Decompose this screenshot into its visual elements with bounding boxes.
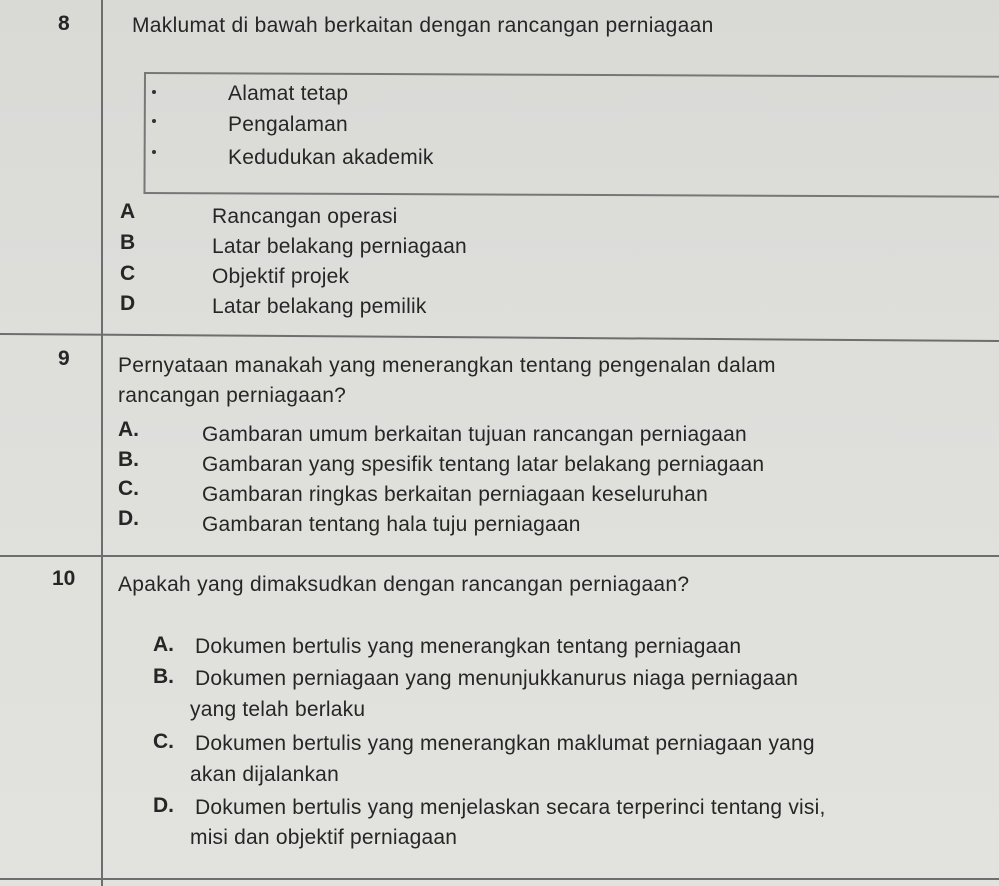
option-letter: B	[120, 231, 136, 254]
question-number: 8	[58, 12, 70, 35]
info-item: Kedudukan akademik	[228, 146, 434, 169]
option-text: Dokumen bertulis yang menerangkan maklumat perniagaan yang	[195, 732, 815, 755]
option-text-continued: akan dijalankan	[190, 763, 339, 786]
option-text: Latar belakang pemilik	[212, 295, 427, 318]
option-letter: A	[120, 200, 136, 223]
option-letter: D.	[153, 794, 174, 817]
row-divider	[0, 555, 999, 557]
question-text: Maklumat di bawah berkaitan dengan rancangan perniagaan	[132, 14, 714, 37]
bullet-icon	[152, 90, 156, 94]
question-text: rancangan perniagaan?	[118, 384, 347, 407]
option-text: Dokumen bertulis yang menjelaskan secara terperinci tentang visi,	[195, 796, 826, 819]
option-text: Gambaran tentang hala tuju perniagaan	[202, 513, 581, 536]
info-item: Alamat tetap	[228, 82, 349, 105]
question-number: 10	[52, 567, 76, 590]
option-text: Latar belakang perniagaan	[212, 235, 467, 258]
question-text: Pernyataan manakah yang menerangkan tentang pengenalan dalam	[118, 354, 776, 377]
question-text: Apakah yang dimaksudkan dengan rancangan perniagaan?	[118, 573, 690, 596]
option-letter: B.	[118, 448, 139, 471]
info-item: Pengalaman	[228, 113, 348, 136]
question-number: 9	[58, 347, 70, 370]
option-letter: C	[120, 262, 136, 285]
option-letter: B.	[153, 665, 174, 688]
option-text-continued: yang telah berlaku	[190, 698, 366, 721]
row-divider	[0, 878, 999, 880]
option-text: Gambaran ringkas berkaitan perniagaan keseluruhan	[202, 483, 708, 506]
option-text: Dokumen perniagaan yang menunjukkanurus niaga perniagaan	[195, 667, 799, 690]
option-letter: C.	[153, 730, 174, 753]
option-text: Gambaran umum berkaitan tujuan rancangan perniagaan	[202, 423, 747, 446]
option-text-continued: misi dan objektif perniagaan	[190, 826, 458, 849]
option-letter: A.	[118, 418, 139, 441]
option-text: Rancangan operasi	[212, 205, 398, 228]
bullet-icon	[152, 119, 156, 123]
option-text: Gambaran yang spesifik tentang latar belakang perniagaan	[202, 453, 765, 476]
row-divider	[0, 333, 999, 342]
option-text: Objektif projek	[212, 265, 350, 288]
option-letter: A.	[153, 633, 174, 656]
bullet-icon	[152, 150, 156, 154]
option-letter: D.	[118, 507, 139, 530]
number-column-divider	[101, 0, 103, 886]
option-letter: D	[120, 292, 136, 315]
option-text: Dokumen bertulis yang menerangkan tentang perniagaan	[195, 635, 742, 658]
option-letter: C.	[118, 477, 139, 500]
